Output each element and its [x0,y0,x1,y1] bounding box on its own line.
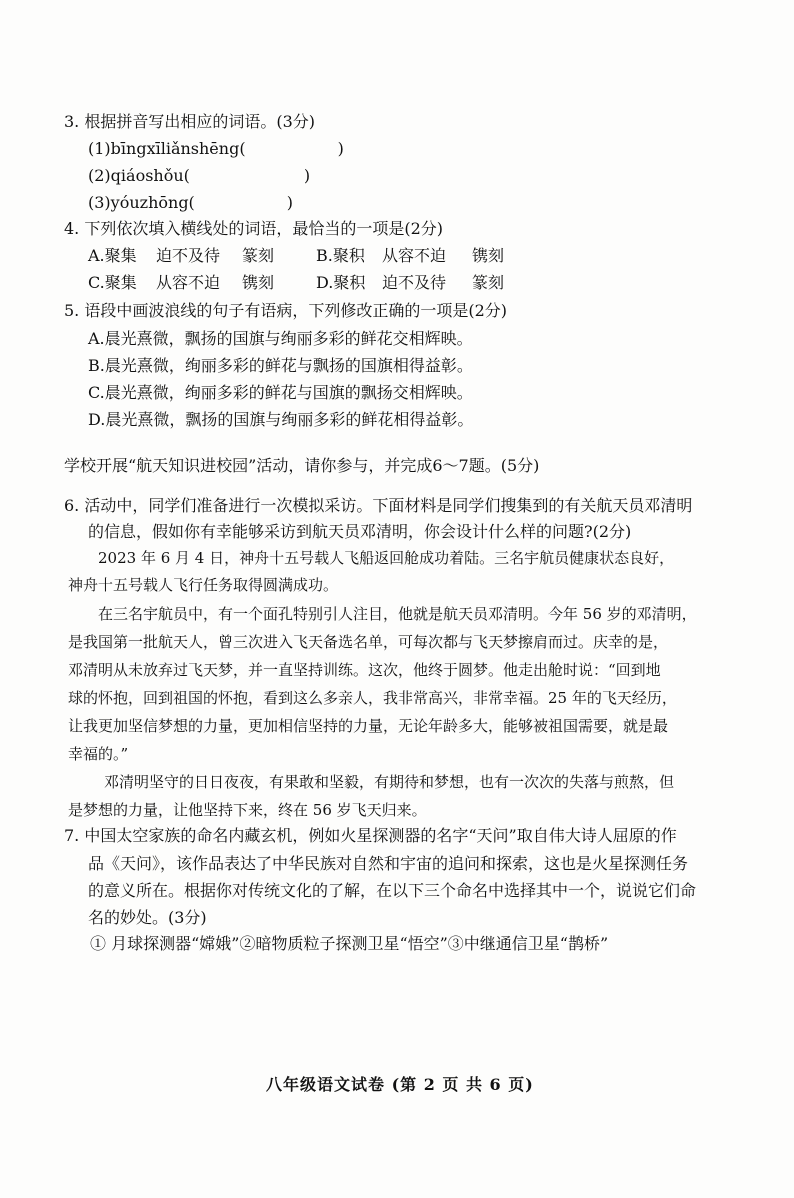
q7-choices: ① 月球探测器“嫦娥”②暗物质粒子探测卫星“悟空”③中继通信卫星“鹊桥” [90,934,609,953]
q5-option-c: C.晨光熹微，绚丽多彩的鲜花与国旗的飘扬交相辉映。 [88,383,473,402]
q7-line3: 的意义所在。根据你对传统文化的了解，在以下三个命名中选择其中一个，说说它们命 [88,881,697,900]
page-footer: 八年级语文试卷 (第 2 页 共 6 页) [266,1075,534,1094]
q4-option-d-word2: 迫不及待 [382,273,447,292]
q4-option-c [88,273,274,293]
q6-material-line: 神舟十五号载人飞行任务取得圆满成功。 [68,576,339,594]
q3-item-3-close: ) [286,193,294,212]
q6-material-line: 让我更加坚信梦想的力量，更加相信坚持的力量，无论年龄多大，能够被祖国需要，就是最 [68,717,669,735]
q6-material-line: 是梦想的力量，让他坚持下来，终在 56 岁飞天归来。 [68,801,427,819]
q4-option-b-word1: B.聚积 [316,246,365,265]
q7-line4: 名的妙处。(3分) [88,908,207,927]
section-intro: 学校开展“航天知识进校园”活动，请你参与，并完成6～7题。(5分) [64,456,540,475]
q4-option-b-word3: 镌刻 [472,246,505,265]
q6-material-line: 邓清明坚守的日日夜夜，有果敢和坚毅，有期待和梦想，也有一次次的失落与煎熬，但 [104,773,675,791]
q4-stem: 4. 下列依次填入横线处的词语，最恰当的一项是(2分) [64,219,444,238]
q6-material-line: 邓清明从未放弃过飞天梦，并一直坚持训练。这次，他终于圆梦。他走出舱时说：“回到地 [68,661,661,679]
q6-material-line: 幸福的。” [68,745,129,763]
q5-option-a: A.晨光熹微，飘扬的国旗与绚丽多彩的鲜花交相辉映。 [88,329,473,348]
q4-option-a-word3: 篆刻 [242,246,275,265]
q3-item-2-label: (2)qiáoshǒu( [88,166,190,185]
q7-line2: 品《天问》，该作品表达了中华民族对自然和宇宙的追问和探索，这也是火星探测任务 [88,854,689,873]
q4-option-a-word1: A.聚集 [88,246,137,265]
q5-option-d: D.晨光熹微，飘扬的国旗与绚丽多彩的鲜花相得益彰。 [88,410,474,429]
q6-material-line: 是我国第一批航天人，曾三次进入飞天备选名单，可每次都与飞天梦擦肩而过。庆幸的是， [68,633,669,651]
q4-option-d-word1: D.聚积 [316,273,366,292]
q4-option-c-word2: 从容不迫 [156,273,221,292]
q6-stem-line2: 的信息，假如你有幸能够采访到航天员邓清明，你会设计什么样的问题?(2分) [88,522,632,541]
q3-item-1-label: (1)bīngxīliǎnshēng( [88,139,246,158]
q3-stem: 3. 根据拼音写出相应的词语。(3分) [64,112,316,131]
q4-option-b-word2: 从容不迫 [382,246,447,265]
q6-material-line: 2023 年 6 月 4 日，神舟十五号载人飞船返回舱成功着陆。三名宇航员健康状态良好， [98,549,675,567]
q5-option-b: B.晨光熹微，绚丽多彩的鲜花与飘扬的国旗相得益彰。 [88,356,473,375]
q4-option-b [316,246,504,266]
q6-material-line: 在三名宇航员中，有一个面孔特别引人注目，他就是航天员邓清明。今年 56 岁的邓清明， [98,605,697,623]
q3-item-2-close: ) [303,166,311,185]
q7-line1: 7. 中国太空家族的命名内藏玄机，例如火星探测器的名字“天问”取自伟大诗人屈原的作 [64,826,677,845]
q3-item-3-label: (3)yóuzhōng( [88,193,195,212]
q4-option-c-word3: 镌刻 [242,273,275,292]
q3-item-2 [88,166,310,186]
q5-stem: 5. 语段中画波浪线的句子有语病，下列修改正确的一项是(2分) [64,301,508,320]
q6-stem-line1: 6. 活动中，同学们准备进行一次模拟采访。下面材料是同学们搜集到的有关航天员邓清明 [64,496,693,515]
q4-option-d-word3: 篆刻 [472,273,505,292]
q6-material-line: 球的怀抱，回到祖国的怀抱，看到这么多亲人，我非常高兴，非常幸福。25 年的飞天经历， [68,689,677,707]
q3-item-3 [88,193,293,213]
q4-option-d [316,273,504,293]
q4-option-c-word1: C.聚集 [88,273,137,292]
q4-option-a-word2: 迫不及待 [156,246,221,265]
q3-item-1-close: ) [337,139,344,158]
q3-item-1 [88,139,344,159]
q4-option-a [88,246,274,266]
